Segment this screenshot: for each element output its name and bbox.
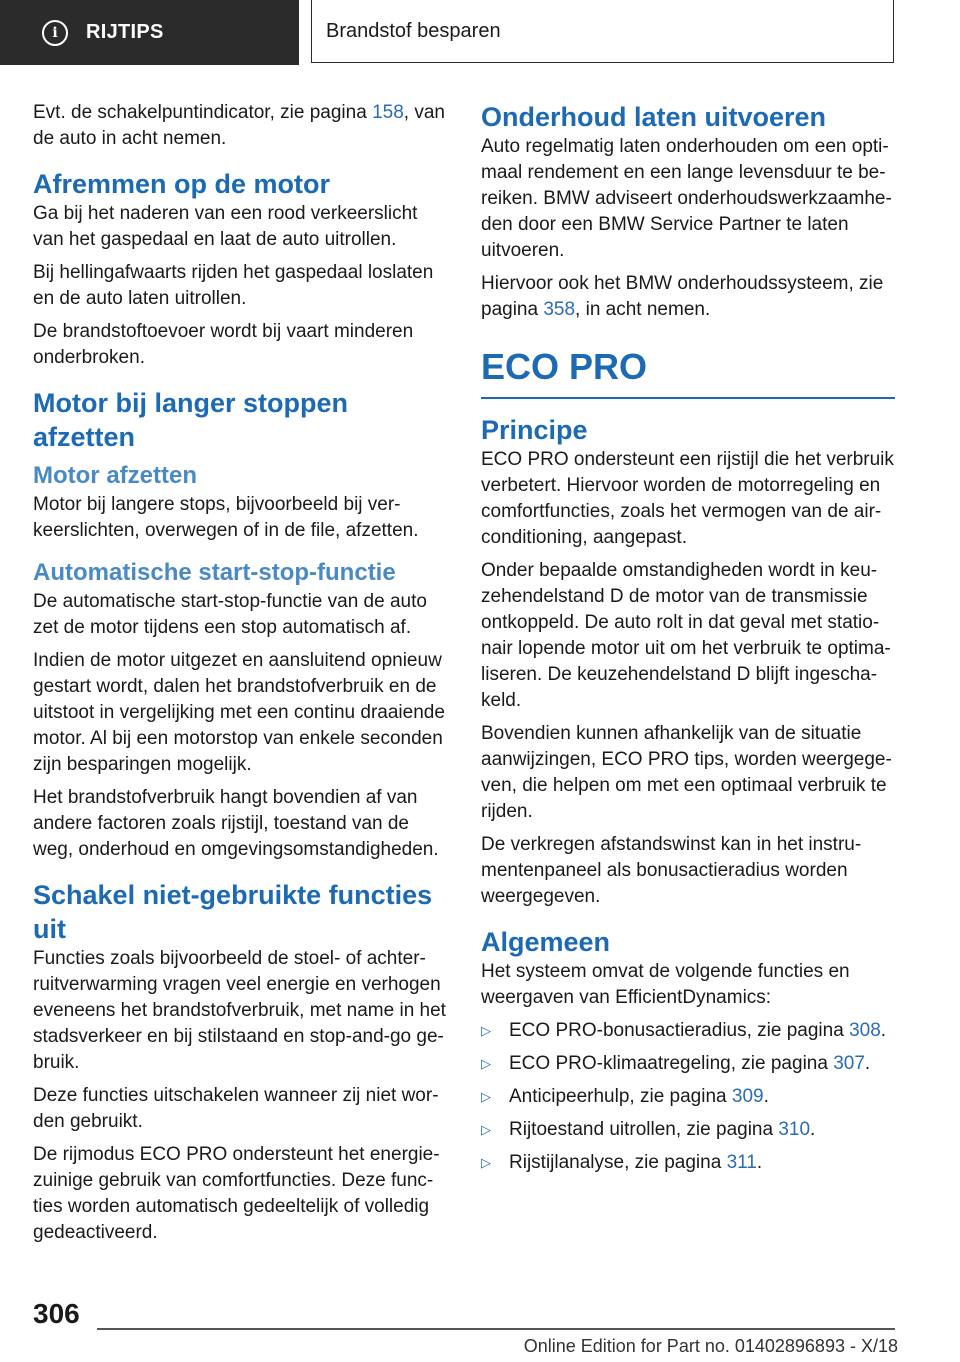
list-item: ▷ Rijstijlanalyse, zie pagina 311.	[481, 1150, 895, 1176]
list-item: ▷ ECO PRO-bonusactieradius, zie pagina 308.	[481, 1018, 895, 1044]
subheading-startstop: Automatische start-stop-functie	[33, 559, 396, 586]
paragraph: Functies zoals bijvoorbeeld de stoel- of achter-ruitverwarming vragen veel energie en verhogen eveneens het brandstofverbruik, met name in het stadsverkeer en bij stilstaand en stop-and-go ge-bruik.	[33, 948, 446, 1073]
triangle-bullet-icon: ▷	[481, 1023, 491, 1038]
paragraph: Indien de motor uitgezet en aansluitend opnieuw gestart wordt, dalen het brandstofverbruik en de uitstoot in vergelijking met een continu draaiende motor. Al bij een motorstop van enkele seconden zijn besparingen mogelijk.	[33, 650, 445, 775]
header-section-title: Brandstof besparen	[326, 19, 501, 42]
heading-rule	[481, 397, 895, 399]
triangle-bullet-icon: ▷	[481, 1089, 491, 1104]
page-ref-link[interactable]: 309	[731, 1086, 764, 1107]
header-section-box	[311, 0, 894, 63]
page-ref-link[interactable]: 158	[372, 102, 404, 123]
list-item: ▷ Rijtoestand uitrollen, zie pagina 310.	[481, 1117, 895, 1143]
paragraph: Ga bij het naderen van een rood verkeerslicht van het gaspedaal en laat de auto uitrollen.	[33, 203, 418, 250]
paragraph: Hiervoor ook het BMW onderhoudssysteem, zie pagina 358, in acht nemen.	[481, 273, 884, 320]
function-list	[481, 1018, 895, 1176]
page-ref-link[interactable]: 311	[726, 1152, 757, 1173]
heading-afremmen: Afremmen op de motor	[33, 169, 331, 199]
page-ref-link[interactable]: 358	[543, 299, 576, 320]
paragraph: Deze functies uitschakelen wanneer zij niet wor-den gebruikt.	[33, 1085, 439, 1132]
info-icon: i	[42, 20, 68, 46]
heading-motor-stoppen: Motor bij langer stoppen afzetten	[33, 388, 348, 452]
paragraph: ECO PRO ondersteunt een rijstijl die het verbruik verbetert. Hiervoor worden de motorregeling en comfortfuncties, zoals het vermogen van de air-conditioning, aangepast.	[481, 449, 894, 548]
paragraph: De automatische start-stop-functie van de auto zet de motor tijdens een stop automatisch af.	[33, 591, 427, 638]
footer-edition-note: Online Edition for Part no. 01402896893 - X/18	[523, 1336, 898, 1356]
footer-rule	[97, 1328, 895, 1330]
paragraph: Auto regelmatig laten onderhouden om een opti-maal rendement en een lange levensduur te be-reiken. BMW adviseert onderhoudswerkzaamhe-den door een BMW Service Partner te laten uitvoeren.	[481, 136, 892, 261]
heading-principe: Principe	[481, 415, 588, 445]
list-item: ▷ Anticipeerhulp, zie pagina 309.	[481, 1084, 895, 1110]
paragraph: Bij hellingafwaarts rijden het gaspedaal loslaten en de auto laten uitrollen.	[33, 262, 434, 309]
heading-ecopro: ECO PRO	[481, 346, 648, 387]
paragraph: Bovendien kunnen afhankelijk van de situatie aanwijzingen, ECO PRO tips, worden weergege-ven, die helpen om met een optimaal verbruik te rijden.	[481, 723, 892, 822]
page-number: 306	[33, 1298, 80, 1329]
heading-onderhoud: Onderhoud laten uitvoeren	[481, 102, 827, 132]
paragraph: Het brandstofverbruik hangt bovendien af van andere factoren zoals rijstijl, toestand van de weg, onderhoud en omgevingsomstandigheden.	[33, 787, 439, 860]
subheading-motor-afzetten: Motor afzetten	[33, 462, 197, 489]
page-ref-link[interactable]: 310	[778, 1119, 811, 1140]
paragraph: Het systeem omvat de volgende functies en weergaven van EfficientDynamics:	[481, 961, 850, 1008]
page-ref-link[interactable]: 308	[849, 1020, 881, 1041]
right-column	[481, 100, 895, 1183]
heading-schakel: Schakel niet-gebruikte functies uit	[33, 880, 433, 944]
intro-paragraph: Evt. de schakelpuntindicator, zie pagina 158, van de auto in acht nemen.	[33, 102, 445, 149]
triangle-bullet-icon: ▷	[481, 1122, 491, 1137]
left-column	[33, 100, 449, 1253]
page-ref-link[interactable]: 307	[833, 1053, 865, 1074]
header-category-tab	[0, 0, 299, 65]
triangle-bullet-icon: ▷	[481, 1056, 491, 1071]
paragraph: De rijmodus ECO PRO ondersteunt het energie-zuinige gebruik van comfortfuncties. Deze func-ties worden automatisch gedeeltelijk of volledig gedeactiveerd.	[33, 1144, 440, 1243]
header-category-label: RIJTIPS	[86, 21, 164, 43]
paragraph: Motor bij langere stops, bijvoorbeeld bij ver-keerslichten, overwegen of in de file, afzetten.	[33, 494, 419, 541]
triangle-bullet-icon: ▷	[481, 1155, 491, 1170]
paragraph: Onder bepaalde omstandigheden wordt in keu-zehendelstand D de motor van de transmissie ontkoppeld. De auto rolt in dat geval met statio-nair lopende motor uit om het verbruik te optima-liseren. De keuzehendelstand D blijft ingescha-keld.	[481, 560, 891, 711]
heading-algemeen: Algemeen	[481, 927, 611, 957]
list-item: ▷ ECO PRO-klimaatregeling, zie pagina 307.	[481, 1051, 895, 1077]
paragraph: De verkregen afstandswinst kan in het instru-mentenpaneel als bonusactieradius worden weergegeven.	[481, 834, 862, 907]
paragraph: De brandstoftoevoer wordt bij vaart minderen onderbroken.	[33, 321, 414, 368]
